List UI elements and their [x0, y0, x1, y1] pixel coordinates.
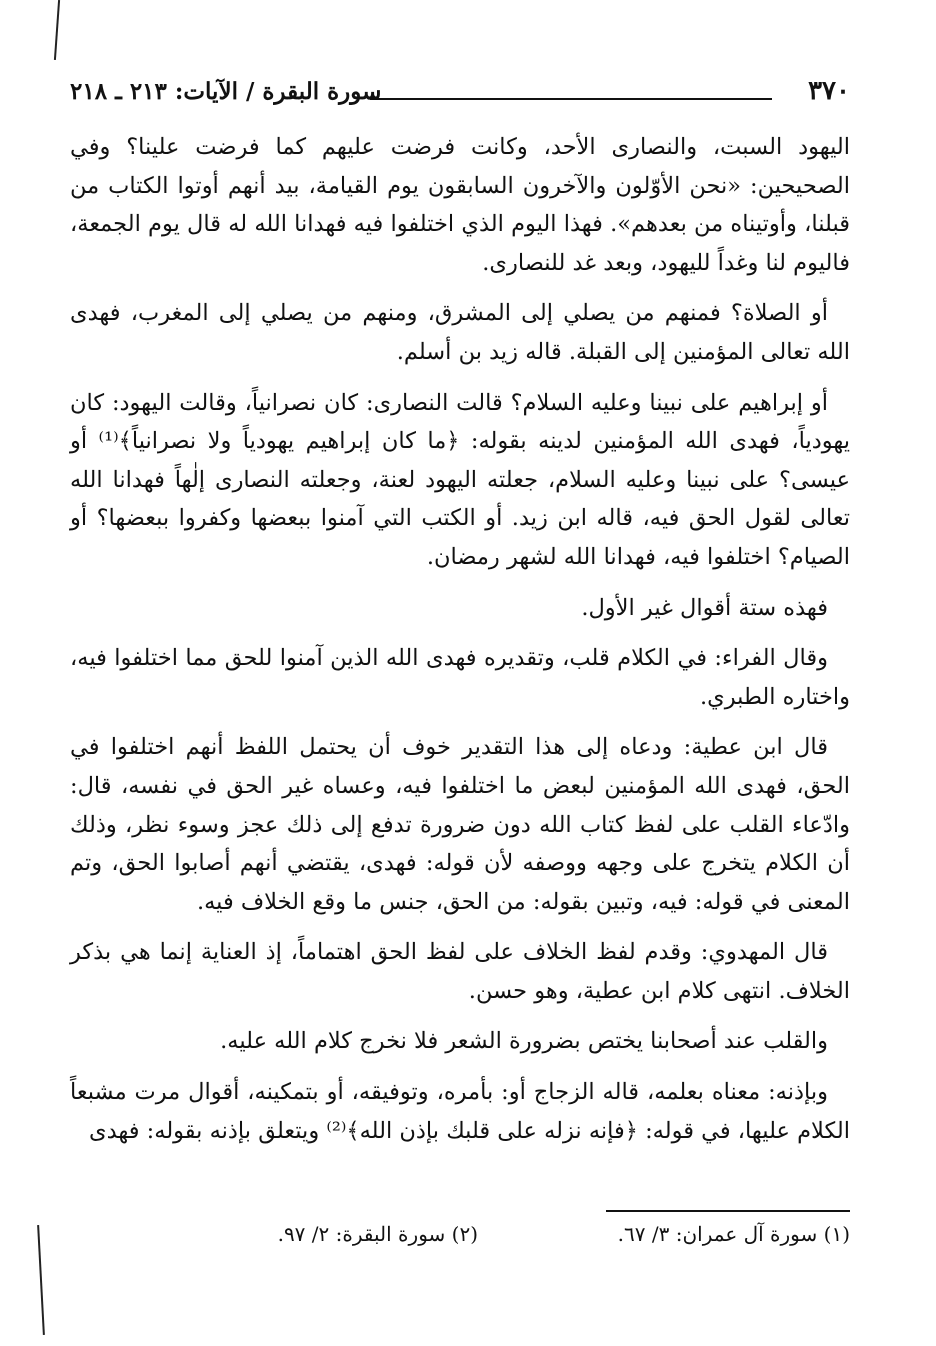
page-number: ٣٧٠: [808, 76, 850, 106]
scan-edge-mark-bottom: [37, 1225, 45, 1335]
paragraph: فهذه ستة أقوال غير الأول.: [581, 594, 828, 621]
scan-edge-mark-top: [54, 0, 60, 60]
paragraph: قال المهدوي: وقدم لفظ الخلاف على لفظ الحق اهتماماً، إذ العناية إنما هي بذكر الخلاف. انتهى كلام ابن عطية، وهو حسن.: [70, 939, 850, 1004]
paragraph: أو الصلاة؟ فمنهم من يصلي إلى المشرق، ومنهم من يصلي إلى المغرب، فهدى الله تعالى المؤمنين إلى القبلة. قاله زيد بن أسلم.: [70, 300, 850, 365]
paragraph: قال ابن عطية: ودعاه إلى هذا التقدير خوف أن يحتمل اللفظ أنهم اختلفوا في الحق، فهدى الله المؤمنين لبعض ما اختلفوا فيه، وعساه غير الحق في نفسه، قال: وادّعاء القلب على لفظ كتاب الله دون ضرورة تدفع إلى ذلك عجز وسوء نظر، وذلك أن الكلام يتخرج على وجهه ووصفه لأن قوله: فهدى، يقتضي أنهم أصابوا الحق، وتم المعنى في قوله: فيه، وتبين بقوله: من الحق، جنس ما وقع الخلاف فيه.: [70, 734, 850, 915]
header-rule: [370, 98, 772, 100]
page-header: [70, 76, 850, 116]
footnote-rule: [606, 1210, 850, 1212]
running-title: سورة البقرة / الآيات: ٢١٣ ـ ٢١٨: [70, 78, 382, 105]
main-text: [70, 128, 850, 1162]
paragraph: والقلب عند أصحابنا يختص بضرورة الشعر فلا نخرج كلام الله عليه.: [220, 1028, 828, 1055]
footnote-1: (١) سورة آل عمران: ٣/ ٦٧.: [617, 1222, 850, 1246]
paragraph: أو إبراهيم على نبينا وعليه السلام؟ قالت النصارى: كان نصرانياً، وقالت اليهود: كان يهودياً، فهدى الله المؤمنين لدينه بقوله: ﴿ما كان إبراهيم يهودياً ولا نصرانياً﴾⁽¹⁾ أو عيسى؟ على نبينا وعليه السلام، جعلته اليهود لعنة، وجعلته النصارى إلٰهاً فهدانا الله تعالى لقول الحق فيه، قاله ابن زيد. أو الكتب التي آمنوا ببعضها وكفروا ببعضها؟ أو الصيام؟ اختلفوا فيه، فهدانا الله لشهر رمضان.: [70, 389, 850, 570]
footnotes: [70, 1222, 850, 1262]
paragraph: اليهود السبت، والنصارى الأحد، وكانت فرضت عليهم كما فرضت علينا؟ وفي الصحيحين: «نحن الأوّلون والآخرون السابقون يوم القيامة، بيد أنهم أوتوا الكتاب من قبلنا، وأوتيناه من بعدهم». فهذا اليوم الذي اختلفوا فيه فهدانا الله له قال يوم الجمعة، فاليوم لنا وغداً لليهود، وبعد غد للنصارى.: [70, 134, 850, 276]
paragraph: وبإذنه: معناه بعلمه، قاله الزجاج أو: بأمره، وتوفيقه، أو بتمكينه، أقوال مرت مشبعاً الكلام عليها، في قوله: ﴿فإنه نزله على قلبك بإذن الله﴾⁽²⁾ ويتعلق بإذنه بقوله: فهدى: [70, 1079, 850, 1144]
footnote-2: (٢) سورة البقرة: ٢/ ٩٧.: [277, 1222, 478, 1246]
paragraph: وقال الفراء: في الكلام قلب، وتقديره فهدى الله الذين آمنوا للحق مما اختلفوا فيه، واختاره الطبري.: [70, 645, 850, 710]
